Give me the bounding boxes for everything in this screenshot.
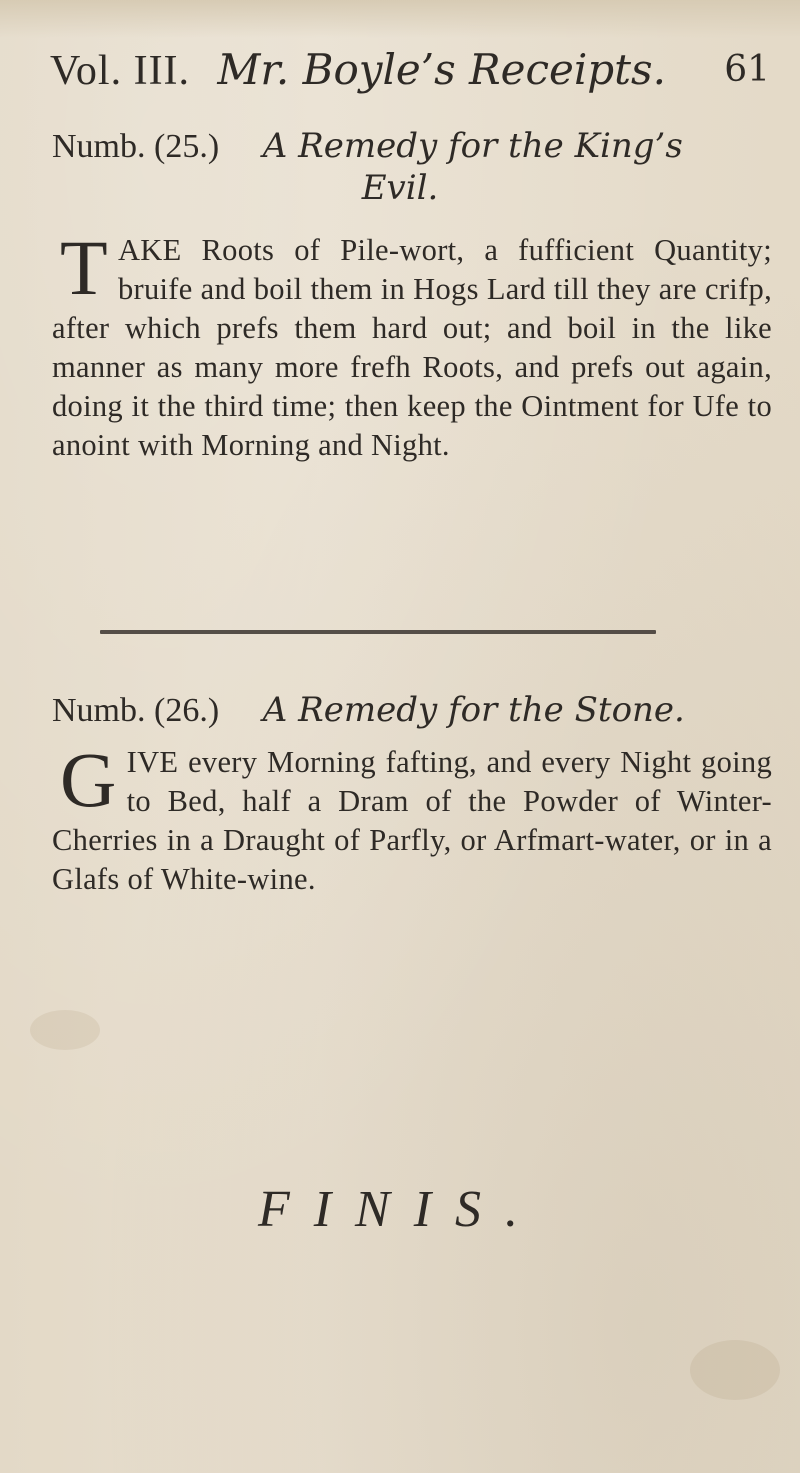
recipe-heading — [52, 688, 768, 733]
section-divider — [100, 630, 656, 634]
recipe-title: A Remedy for the Stone. — [262, 690, 685, 730]
page-number: 61 — [724, 49, 770, 90]
drop-cap: T — [60, 224, 108, 311]
running-header — [50, 40, 770, 100]
paper-stain — [690, 1340, 780, 1400]
paper-stain — [30, 1010, 100, 1050]
recipe-heading — [52, 124, 768, 169]
drop-cap: G — [60, 736, 117, 823]
recipe-title-continuation: Evil. — [361, 168, 439, 208]
recipe-body — [52, 736, 772, 899]
book-title: Mr. Boyle’s Receipts. — [217, 45, 666, 94]
recipe-number: Numb. (26.) — [52, 692, 220, 729]
finis-colophon: FINIS. — [257, 1181, 543, 1238]
volume-label: Vol. III. — [50, 48, 191, 94]
recipe-text: IVE every Morning fafting, and every Night going to Bed, half a Dram of the Powder of Winter-Cherries in a Draught of Parfly, or Arfmart-water, or in a Glafs of White-wine. — [52, 745, 772, 896]
recipe-number: Numb. (25.) — [52, 128, 220, 165]
recipe-body — [52, 224, 772, 465]
page-top-edge — [0, 0, 800, 38]
recipe-text: AKE Roots of Pile-wort, a fufficient Quantity; bruife and boil them in Hogs Lard till they are crifp, after which prefs them hard out; and boil in the like manner as many more frefh Roots, and prefs out again, doing it the third time; then keep the Ointment for Ufe to anoint with Morning and Night. — [52, 233, 772, 462]
recipe-title: A Remedy for the King’s — [262, 126, 683, 166]
